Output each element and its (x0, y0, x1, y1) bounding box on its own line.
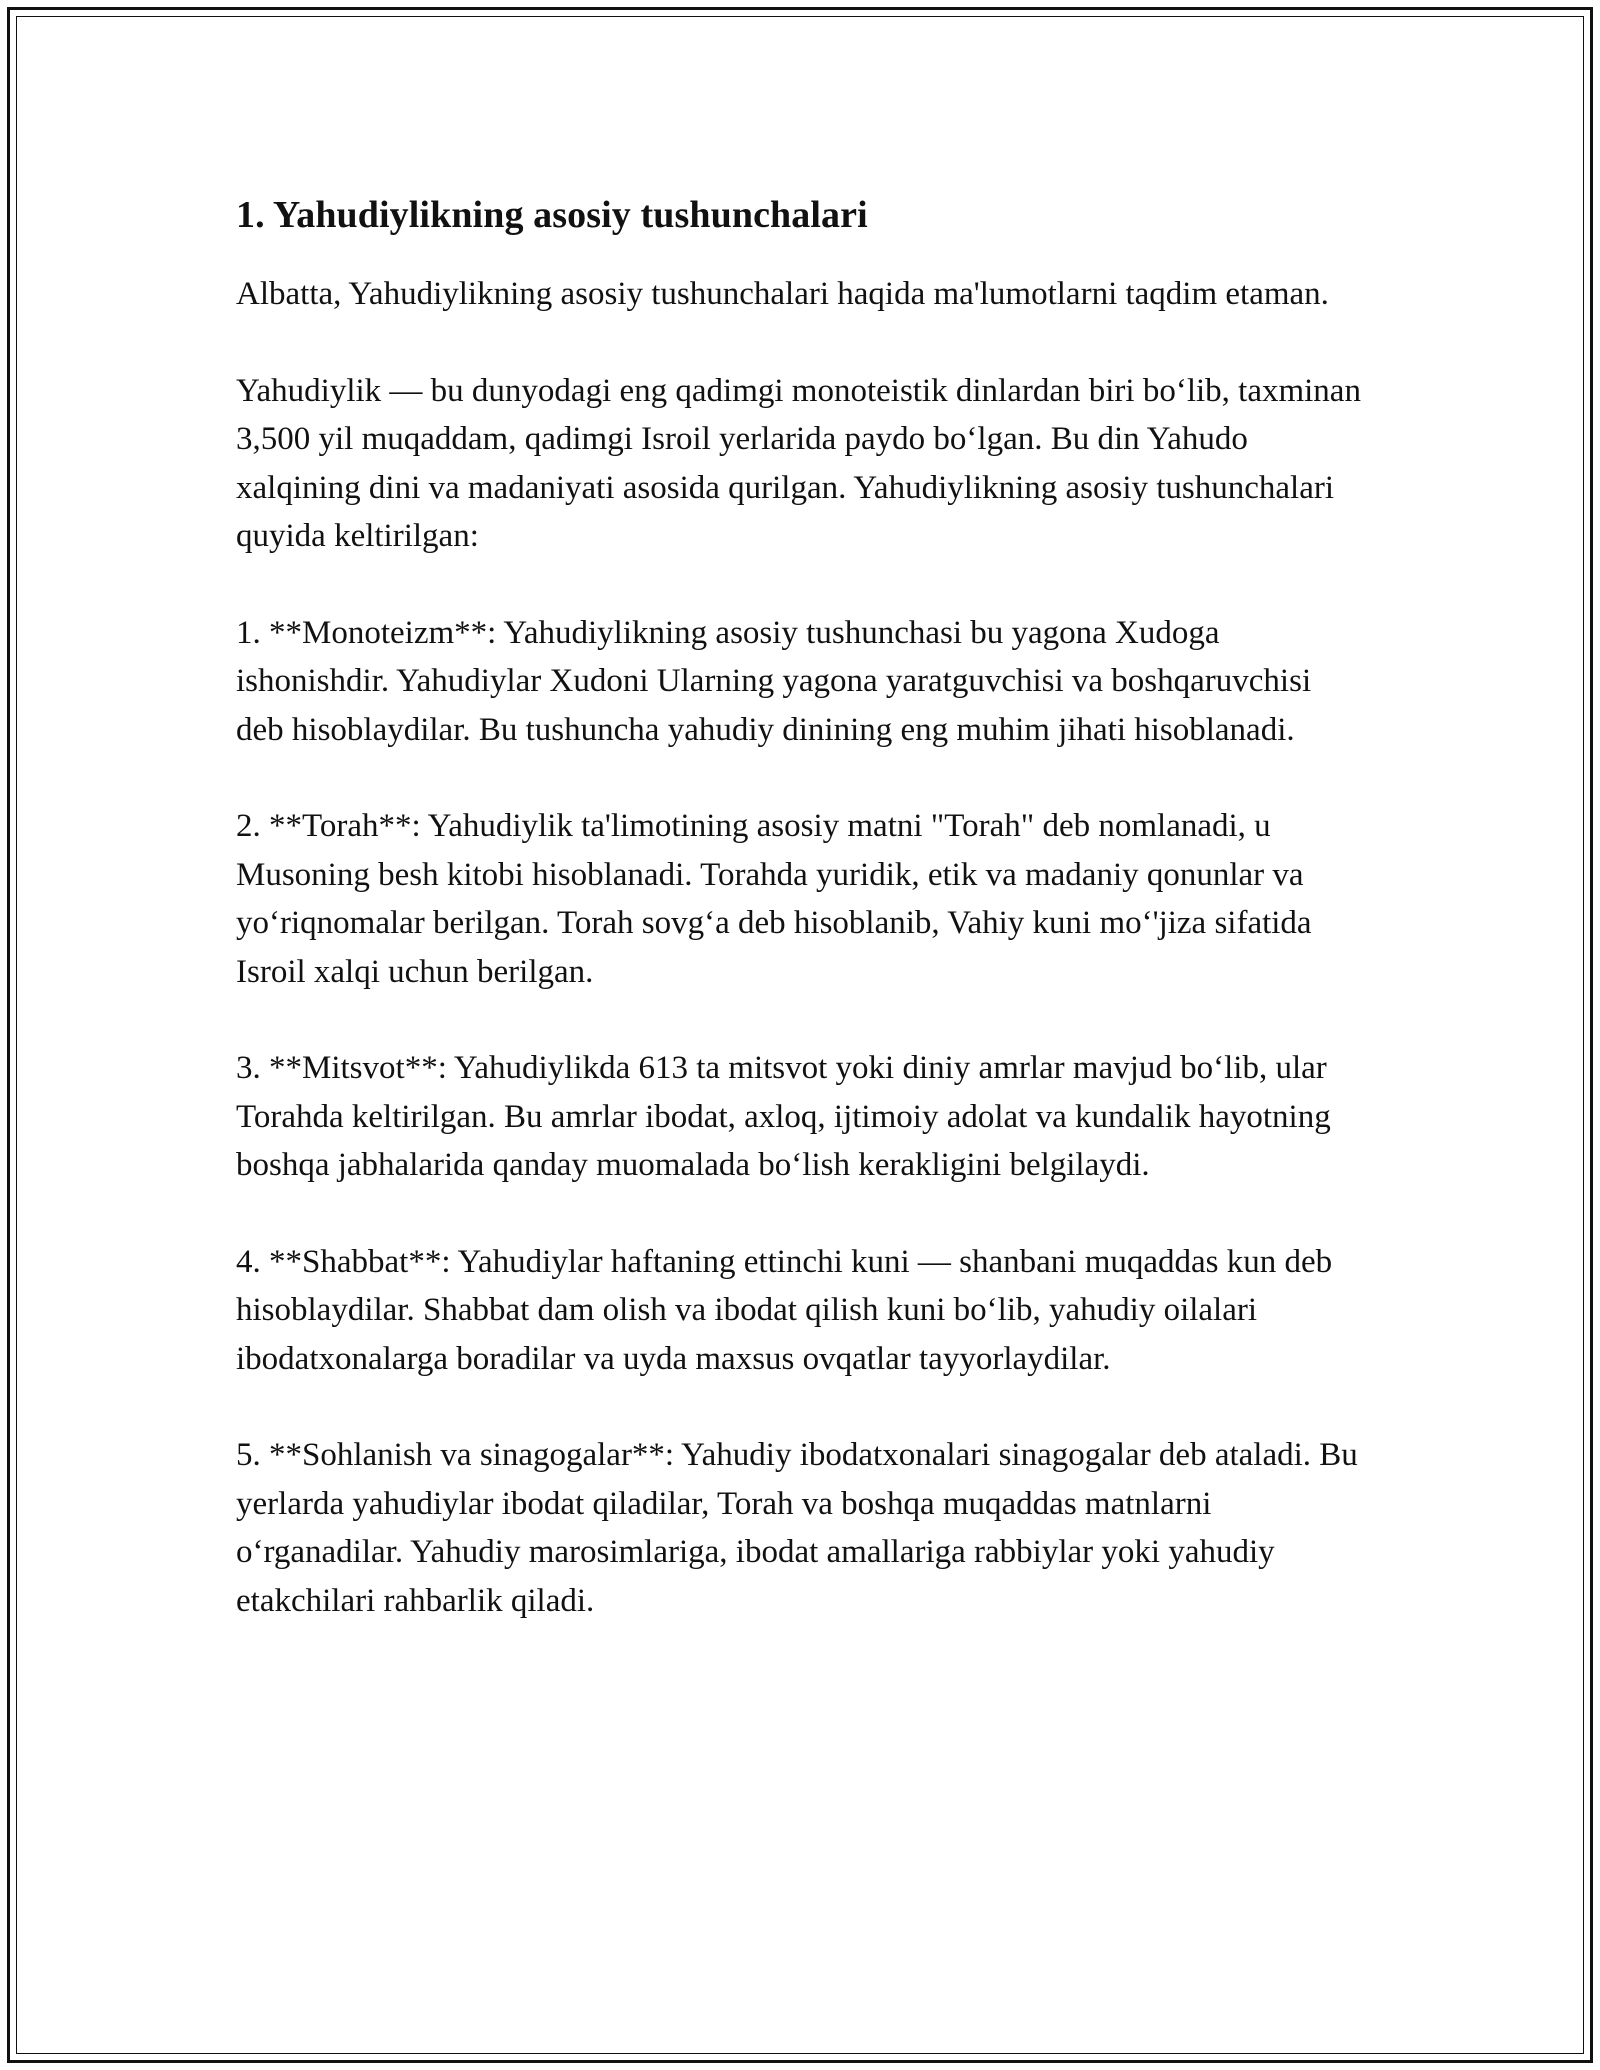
list-item-sinagogalar: 5. **Sohlanish va sinagogalar**: Yahudiy ibodatxonalari sinagogalar deb ataladi. Bu yerlarda yahudiylar ibodat qiladilar, Torah va boshqa muqaddas matnlarni o‘rganadilar. Yahudiy marosimlariga, ibodat amallariga rabbiylar yoki yahudiy etakchilari rahbarlik qiladi. (236, 1437, 1358, 1619)
document-body (236, 190, 1364, 1673)
document-title: 1. Yahudiylikning asosiy tushunchalari (236, 194, 868, 236)
list-item-shabbat: 4. **Shabbat**: Yahudiylar haftaning ettinchi kuni — shanbani muqaddas kun deb hisoblaydilar. Shabbat dam olish va ibodat qilish kuni bo‘lib, yahudiy oilalari ibodatxonalarga boradilar va uyda maxsus ovqatlar tayyorlaydilar. (236, 1243, 1333, 1377)
list-item-monoteizm: 1. **Monoteizm**: Yahudiylikning asosiy tushunchasi bu yagona Xudoga ishonishdir. Yahudiylar Xudoni Ularning yagona yaratguvchisi va boshqaruvchisi deb hisoblaydilar. Bu tushuncha yahudiy dinining eng muhim jihati hisoblanadi. (236, 614, 1312, 748)
list-item-torah: 2. **Torah**: Yahudiylik ta'limotining asosiy matni "Torah" deb nomlanadi, u Musoning besh kitobi hisoblanadi. Torahda yuridik, etik va madaniy qonunlar va yo‘riqnomalar berilgan. Torah sovg‘a deb hisoblanib, Vahiy kuni mo‘'jiza sifatida Isroil xalqi uchun berilgan. (236, 808, 1312, 990)
overview-paragraph: Yahudiylik — bu dunyodagi eng qadimgi monoteistik dinlardan biri bo‘lib, taxminan 3,500 yil muqaddam, qadimgi Isroil yerlarida paydo bo‘lgan. Bu din Yahudo xalqining dini va madaniyati asosida qurilgan. Yahudiylikning asosiy tushunchalari quyida keltirilgan: (236, 372, 1361, 554)
list-item-mitsvot: 3. **Mitsvot**: Yahudiylikda 613 ta mitsvot yoki diniy amrlar mavjud bo‘lib, ular Torahda keltirilgan. Bu amrlar ibodat, axloq, ijtimoiy adolat va kundalik hayotning boshqa jabhalarida qanday muomalada bo‘lish kerakligini belgilaydi. (236, 1050, 1331, 1183)
intro-paragraph: Albatta, Yahudiylikning asosiy tushunchalari haqida ma'lumotlarni taqdim etaman. (236, 276, 1329, 312)
